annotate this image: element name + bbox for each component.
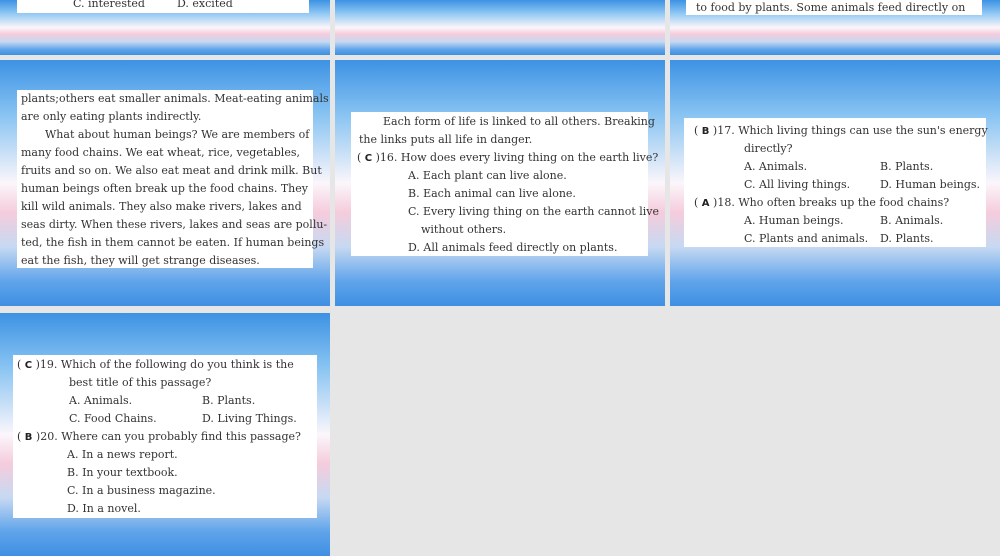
question-20-stem: )20. Where can you probably find this passage? [35,430,301,443]
passage-line: Each form of life is linked to all others. Breaking [383,115,655,128]
slide-4 [0,60,330,306]
option-b: B. Plants. [202,394,256,407]
question-card [351,112,660,256]
option-c: C. Food Chains. [69,412,157,425]
passage-line: eat the fish, they will get strange diseases. [21,254,260,267]
option-d: D. All animals feed directly on plants. [408,241,618,254]
question-16: ( C )16. How does every living thing on the earth live? [357,151,659,164]
passage-line: the links puts all life in danger. [359,133,533,146]
slide-7 [0,313,330,556]
option-d: D. Living Things. [202,412,297,425]
slide-5 [335,60,665,306]
answer-18: A [701,198,710,209]
question-17: ( B )17. Which living things can use the sun's energy [694,124,988,137]
passage-line: are only eating plants indirectly. [21,110,202,123]
passage-line: many food chains. We eat wheat, rice, vegetables, [21,146,300,159]
option-a: A. Animals. [69,394,133,407]
option-a: A. Human beings. [744,214,844,227]
slide-6 [670,60,1000,306]
option-c: C. interested [73,0,145,10]
question-16-stem: )16. How does every living thing on the earth live? [375,151,659,164]
question-18-stem: )18. Who often breaks up the food chains? [713,196,950,209]
question-card [684,118,986,247]
text-card [686,0,982,15]
passage-line: fruits and so on. We also eat meat and drink milk. But [21,164,322,177]
option-b: B. Plants. [880,160,934,173]
slide-3 [670,0,1000,55]
question-18: ( A )18. Who often breaks up the food chains? [694,196,950,209]
passage-line: to food by plants. Some animals feed directly on [696,1,966,14]
question-19-stem-cont: best title of this passage? [69,376,212,389]
text-card [17,0,309,13]
option-d: D. Human beings. [880,178,981,191]
question-17-stem-cont: directly? [744,142,793,155]
answer-19: C [24,360,33,371]
option-c: C. All living things. [744,178,851,191]
option-a: A. Animals. [744,160,808,173]
passage-line: ted, the fish in them cannot be eaten. If human beings [21,236,325,249]
passage-line: seas dirty. When these rivers, lakes and seas are pollu- [21,218,328,231]
option-c: C. Plants and animals. [744,232,869,245]
passage-card [17,90,329,268]
option-b: B. In your textbook. [67,466,178,479]
option-a: A. In a news report. [67,448,178,461]
passage-line: What about human beings? We are members of [45,128,310,141]
passage-line: kill wild animals. They also make rivers, lakes and [21,200,302,213]
option-c: C. Every living thing on the earth cannot live [408,205,660,218]
option-a: A. Each plant can live alone. [408,169,567,182]
answer-17: B [701,126,710,137]
answer-20: B [24,432,33,443]
passage-line: human beings often break up the food chains. They [21,182,308,195]
question-19: ( C )19. Which of the following do you think is the [17,358,294,371]
option-b: B. Animals. [880,214,944,227]
option-d: D. Plants. [880,232,934,245]
slide-2 [335,0,665,55]
slide-1 [0,0,330,55]
answer-16: C [364,153,373,164]
option-c-cont: without others. [421,223,507,236]
passage-line: plants;others eat smaller animals. Meat-eating animals [21,92,329,105]
option-d: D. excited [177,0,233,10]
question-card [13,355,317,518]
question-20: ( B )20. Where can you probably find this passage? [17,430,301,443]
option-c: C. In a business magazine. [67,484,216,497]
question-19-stem: )19. Which of the following do you think is the [35,358,294,371]
option-d: D. In a novel. [67,502,141,515]
question-17-stem: )17. Which living things can use the sun's energy [712,124,988,137]
option-b: B. Each animal can live alone. [408,187,576,200]
